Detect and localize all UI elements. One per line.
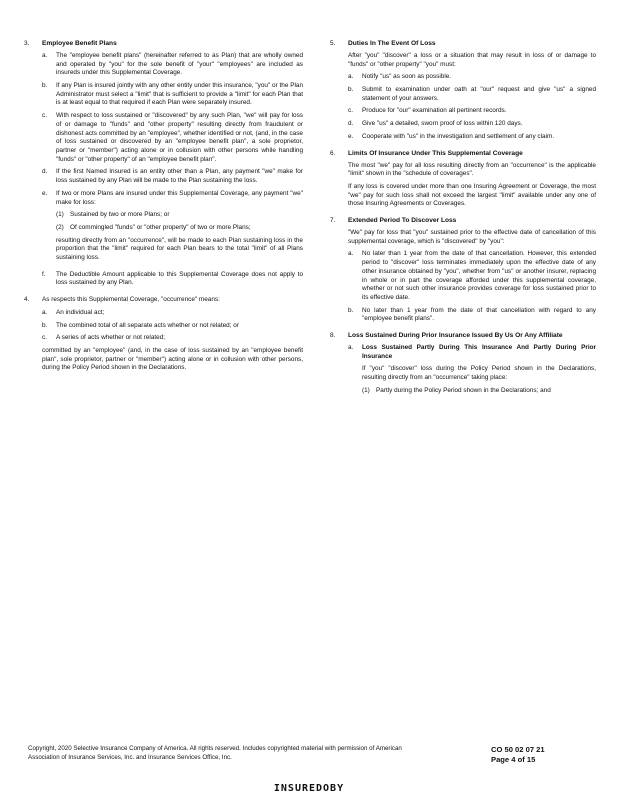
subsection-title: Loss Sustained Partly During This Insurance And Partly During Prior Insurance bbox=[362, 343, 596, 360]
section-5 bbox=[330, 40, 596, 146]
section-number: 8. bbox=[330, 332, 336, 340]
paragraph: "We" pay for loss that "you" sustained prior to the effective date of cancellation of this supplemental coverage, which is "discovered" by "you": bbox=[348, 229, 596, 245]
section-title: As respects this Supplemental Coverage, "occurrence" means: bbox=[42, 296, 220, 304]
list-item: b. No later than 1 year from the date of that cancellation with regard to any "employee benefit plans". bbox=[348, 306, 596, 323]
list-item: e. If two or more Plans are insured under this Supplemental Coverage, any payment "we" make for loss: (1) Sustained by two or more Plans; or (2) Of commingled "funds" or "other property" of two or more Plans; resulting directly from an "occurrence", will be made to each Plan sustaining loss in the proportion that the "limit" required for each Plan bears to the total "limit" of all Plans sustaining loss. bbox=[42, 189, 303, 262]
list-item: b. If any Plan is insured jointly with any other entity under this insurance, "you" or the Plan Administrator must select a "limit" that is sufficient to provide a "limit" for each Plan that is at least equal to that required if each Plan were separately insured. bbox=[42, 82, 303, 107]
form-number: CO 50 02 07 21 bbox=[491, 745, 545, 754]
list-item: a. Loss Sustained Partly During This Insurance And Partly During Prior Insurance If "you" "discover" loss during the Policy Period shown in the Declarations, resulting directly from an "occurrence" taking place: (1) Partly during the Policy Period shown in the Declarations; and bbox=[348, 343, 596, 394]
section-number: 5. bbox=[330, 40, 336, 47]
paragraph: resulting directly from an "occurrence", will be made to each Plan sustaining loss in the proportion that the "limit" required for each Plan bears to the total "limit" of all Plans sustaining loss. bbox=[56, 236, 303, 262]
left-column bbox=[24, 40, 303, 381]
section-title: Limits Of Insurance Under This Supplemental Coverage bbox=[348, 149, 523, 157]
paragraph: committed by an "employee" (and, in the case of loss sustained by an "employee benefit plan", sole proprietor, partner or "member") acting alone or in collusion with other persons, during the Policy Period shown in the Declarations. bbox=[42, 346, 303, 372]
list-item: e. Cooperate with "us" in the investigation and settlement of any claim. bbox=[348, 132, 555, 140]
footer-form-info bbox=[491, 745, 601, 766]
list-item: b. The combined total of all separate acts whether or not related; or bbox=[42, 321, 239, 329]
paragraph: If any loss is covered under more than one Insuring Agreement or Coverage, the most "we" pay for such loss shall not exceed the largest "limit" available under any one of those Insuring Agreements or Coverages. bbox=[348, 182, 596, 208]
sub-item: (1) Sustained by two or more Plans; or bbox=[56, 211, 170, 219]
list-item: d. If the first Named Insured is an entity other than a Plan, any payment "we" make for loss sustained by any Plan will be made to the Plan sustaining the loss. bbox=[42, 168, 303, 185]
right-column bbox=[330, 40, 596, 408]
paragraph: After "you" "discover" a loss or a situation that may result in loss of or damage to "funds" or "other property" "you" must: bbox=[348, 51, 596, 68]
list-item: c. A series of acts whether or not related; bbox=[42, 334, 166, 342]
list-item: a. The "employee benefit plans" (hereinafter referred to as Plan) that are wholly owned and operated by "you" for the sole benefit of "your" "employees" are included as insureds under this Supplemental Coverage. bbox=[42, 51, 303, 77]
list-item: a. No later than 1 year from the date of that cancellation. However, this extended period to "discover" loss terminates immediately upon the effective date of any other insurance obtained by "you", whether from "us" or another insurer, replacing in whole or in part the coverage afforded under this supplemental coverage, whether or not such other insurance provides coverage for loss sustained prior to its effective date. bbox=[348, 250, 596, 301]
list-item: b. Submit to examination under oath at "our" request and give "us" a signed statement of your answers. bbox=[348, 86, 596, 102]
sub-item: (2) Of commingled "funds" or "other property" of two or more Plans; bbox=[56, 223, 251, 231]
list-item: f. The Deductible Amount applicable to this Supplemental Coverage does not apply to loss sustained by any Plan. bbox=[42, 270, 303, 287]
watermark-brand: INSUREDOBY bbox=[273, 783, 345, 794]
list-item: d. Give "us" a detailed, sworn proof of loss within 120 days. bbox=[348, 120, 523, 128]
section-number: 7. bbox=[330, 217, 336, 225]
page-number: Page 4 of 15 bbox=[491, 755, 536, 765]
section-number: 3. bbox=[24, 40, 30, 47]
sub-item: (1) Partly during the Policy Period shown in the Declarations; and bbox=[362, 386, 551, 394]
section-3 bbox=[24, 40, 303, 292]
section-title: Loss Sustained During Prior Insurance Issued By Us Or Any Affiliate bbox=[348, 332, 563, 340]
paragraph: The most "we" pay for all loss resulting directly from an "occurrence" is the applicable "limit" shown in the "schedule of coverages". bbox=[348, 161, 596, 178]
paragraph: If "you" "discover" loss during the Policy Period shown in the Declarations, resulting directly from an "occurrence" taking place: bbox=[362, 365, 596, 382]
section-title: Extended Period To Discover Loss bbox=[348, 217, 457, 225]
footer-copyright: Copyright, 2020 Selective Insurance Company of America. All rights reserved. Includes copyrighted material with permission of American Association of Insurance Services, Inc. and Insurance Services Office, Inc. bbox=[28, 745, 402, 761]
section-number: 4. bbox=[24, 296, 30, 304]
section-8 bbox=[330, 332, 596, 403]
section-number: 6. bbox=[330, 149, 336, 157]
section-6 bbox=[330, 150, 596, 213]
section-7 bbox=[330, 217, 596, 328]
list-item: a. An individual act; bbox=[42, 308, 105, 316]
list-item: c. With respect to loss sustained or "discovered" by any such Plan, "we" will pay for loss of or damage to "funds" and "other property" resulting directly from fraudulent or dishonest acts committed by an "employee", whether identified or not, (and, in the case of loss sustained or discovered by an "employee benefit plan", a sole proprietor, partner or "member") acting alone or in collusion with other persons while handling "funds" or "other property" of an "employee benefit plan". bbox=[42, 112, 303, 163]
list-item: a. Notify "us" as soon as possible. bbox=[348, 73, 452, 81]
section-title: Duties In The Event Of Loss bbox=[348, 40, 436, 47]
section-title: Employee Benefit Plans bbox=[42, 40, 117, 47]
section-4 bbox=[24, 296, 303, 377]
list-item: c. Produce for "our" examination all pertinent records. bbox=[348, 107, 507, 115]
